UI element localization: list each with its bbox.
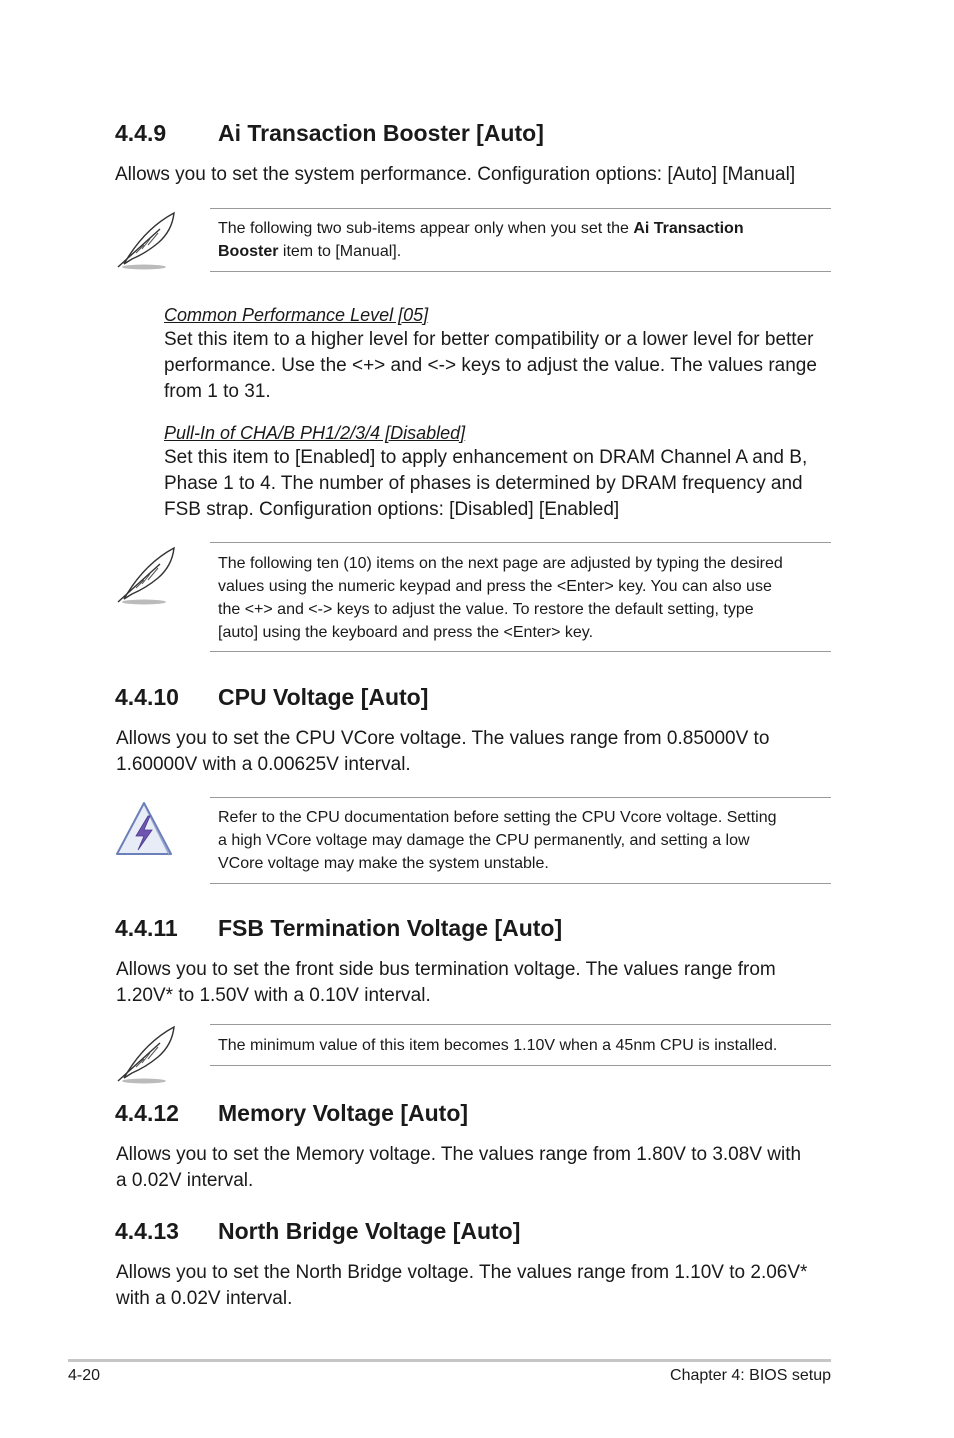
section-heading-4-4-10: 4.4.10 CPU Voltage [Auto] [115,684,429,710]
note-box [210,542,831,652]
warning-text: Refer to the CPU documentation before setting the CPU Vcore voltage. Setting a high VCore voltage may damage the CPU permanently, and setting a low VCore voltage may make the system unstable. [218,809,777,872]
lightning-warning-icon [114,800,174,858]
feather-pen-icon [114,209,180,271]
section-heading-4-4-12: 4.4.12 Memory Voltage [Auto] [115,1100,469,1126]
warning-box [210,797,831,884]
section-heading-4-4-11: 4.4.11 FSB Termination Voltage [Auto] [115,915,563,941]
note-text: The minimum value of this item becomes 1.10V when a 45nm CPU is installed. [218,1037,778,1054]
section-heading-4-4-9: 4.4.9 Ai Transaction Booster [Auto] [115,120,544,146]
feather-pen-icon [114,544,180,606]
page-number: 4-20 [68,1367,101,1384]
sub-item-common-performance: Common Performance Level [05] Set this item to a higher level for better compatibility or a lower level for better performance. Use the <+> and <-> keys to adjust the value. The values range from 1 to 31. [164,305,817,402]
note-box [210,1024,831,1066]
section-heading-4-4-13: 4.4.13 North Bridge Voltage [Auto] [115,1218,521,1244]
note-text: The following ten (10) items on the next page are adjusted by typing the desired values using the numeric keypad and press the <Enter> key. You can also use the <+> and <-> keys to adjust the value. To restore the default setting, type [auto] using the keyboard and press the <Enter> key. [218,555,783,641]
note-text: The following two sub-items appear only when you set the Ai Transaction Booster item to [Manual]. [218,220,744,260]
note-box [210,208,831,272]
section-description: Allows you to set the system performance. Configuration options: [Auto] [Manual] [115,164,796,185]
feather-pen-icon [114,1023,180,1085]
sub-item-pull-in: Pull-In of CHA/B PH1/2/3/4 [Disabled] Set this item to [Enabled] to apply enhancement on DRAM Channel A and B, Phase 1 to 4. The number of phases is determined by DRAM frequency and FSB strap. Configuration options: [Disabled] [Enabled] [164,423,808,520]
footer-divider [68,1359,831,1362]
section-description: Allows you to set the North Bridge voltage. The values range from 1.10V to 2.06V* with a 0.02V interval. [116,1262,808,1309]
section-description: Allows you to set the Memory voltage. The values range from 1.80V to 3.08V with a 0.02V interval. [116,1144,802,1191]
chapter-label: Chapter 4: BIOS setup [670,1367,831,1384]
section-description: Allows you to set the CPU VCore voltage. The values range from 0.85000V to 1.60000V with a 0.00625V interval. [116,728,770,775]
section-description: Allows you to set the front side bus termination voltage. The values range from 1.20V* to 1.50V with a 0.10V interval. [116,959,776,1006]
